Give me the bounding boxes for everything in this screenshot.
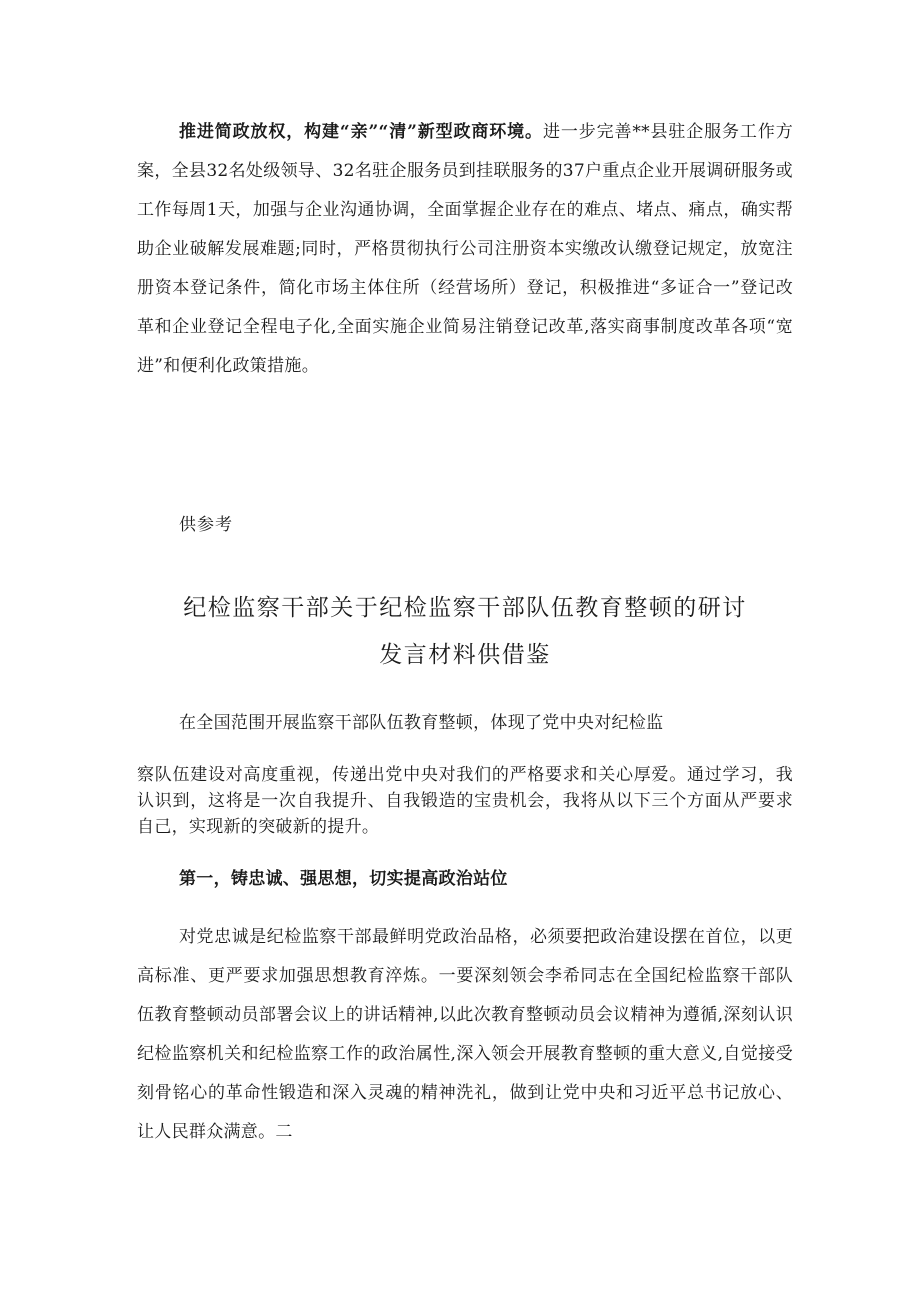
article-title-line1: 纪检监察干部关于纪检监察干部队伍教育整顿的研讨 [183, 595, 747, 621]
section-first-body: 对党忠诚是纪检监察干部最鲜明党政治品格，必须要把政治建设摆在首位，以更高标准、更严要求加强思想教育淬炼。一要深刻领会李希同志在全国纪检监察干部队伍教育整顿动员部署会议上的讲话精神,以此次教育整顿动员会议精神为遵循,深刻认识纪检监察机关和纪检监察工作的政治属性,深入领会开展教育整顿的重大意义,自觉接受刻骨铭心的革命性锻造和深入灵魂的精神洗礼，做到让党中央和习近平总书记放心、让人民群众满意。二 [137, 927, 793, 1142]
section-heading-first: 第一，铸忠诚、强思想，切实提高政治站位 [179, 869, 508, 889]
paragraph-lead-bold: 推进简政放权，构建“亲”“清”新型政商环境。 [179, 122, 543, 142]
intro-paragraph-first-line: 在全国范围开展监察干部队伍教育整顿，体现了党中央对纪检监 [179, 713, 664, 733]
intro-paragraph-rest: 察队伍建设对高度重视，传递出党中央对我们的严格要求和关心厚爱。通过学习，我认识到，这将是一次自我提升、自我锻造的宝贵机会，我将从以下三个方面从严要求自己，实现新的突破新的提升。 [137, 765, 793, 837]
paragraph-body: 进一步完善**县驻企服务工作方案，全县32名处级领导、32名驻企服务员到挂联服务的37户重点企业开展调研服务或工作每周1天，加强与企业沟通协调，全面掌握企业存在的难点、堵点、痛点，确实帮助企业破解发展难题;同时，严格贯彻执行公司注册资本实缴改认缴登记规定，放宽注册资本登记条件，简化市场主体住所（经营场所）登记，积极推进“多证合一”登记改革和企业登记全程电子化,全面实施企业简易注销登记改革,落实商事制度改革各项“宽进”和便利化政策措施。 [137, 122, 794, 376]
article-title-line2: 发言材料供借鉴 [379, 642, 551, 668]
reference-note: 供参考 [179, 515, 233, 535]
paragraph-business-environment [137, 113, 793, 386]
